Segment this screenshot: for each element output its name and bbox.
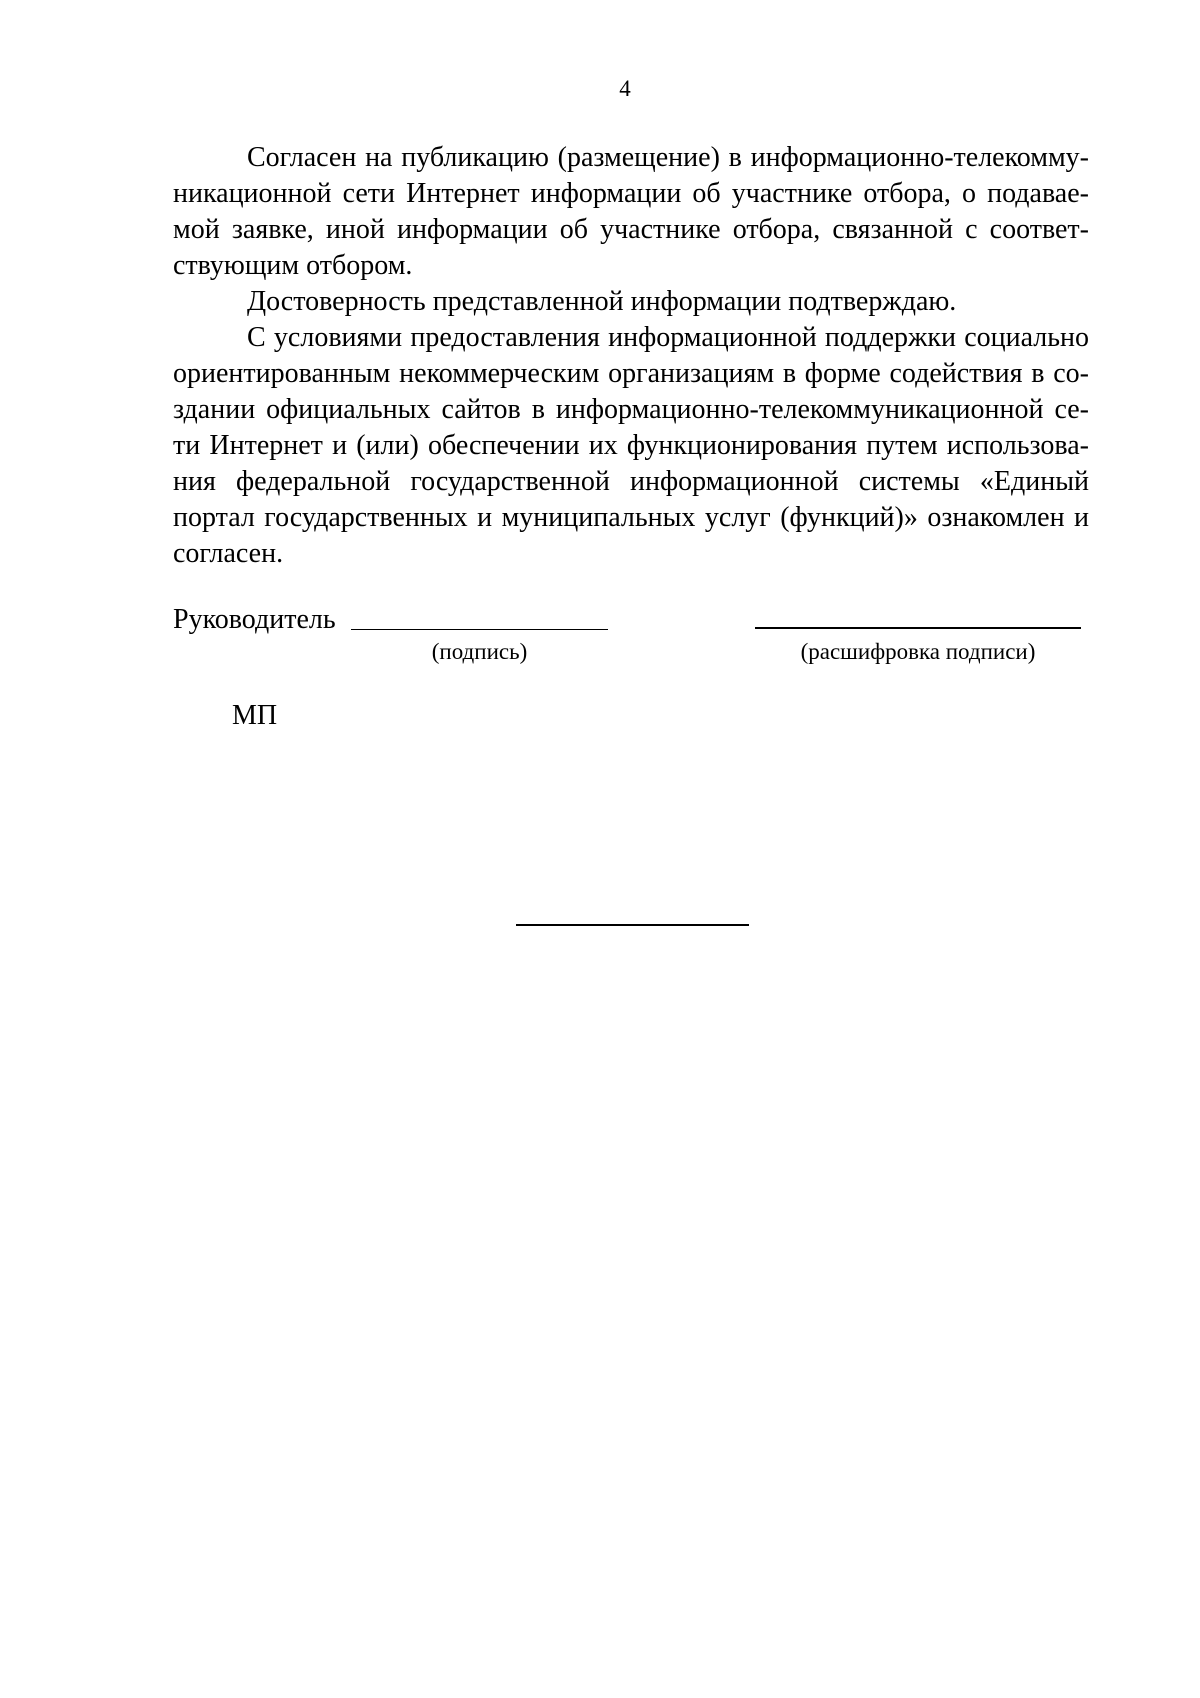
- head-signature-label: Руководитель: [173, 604, 336, 635]
- signature-decoding-line: [755, 627, 1081, 629]
- accuracy-confirmation-paragraph: [173, 284, 1089, 320]
- document-end-divider: [516, 924, 749, 926]
- signature-caption: (подпись): [431, 639, 528, 664]
- consent-publication-paragraph: [173, 140, 1089, 284]
- text-line: Достоверность представленной информации подтверждаю.: [247, 286, 957, 317]
- document-body: [173, 140, 1089, 572]
- text-line: Согласен на публикацию (размещение) в информационно-телекомму-: [247, 142, 1089, 173]
- text-line: ти Интернет и (или) обеспечении их функционирования путем использова-: [173, 430, 1089, 461]
- text-line: согласен.: [173, 538, 284, 569]
- text-line: ствующим отбором.: [173, 250, 413, 281]
- text-line: портал государственных и муниципальных услуг (функций)» ознакомлен и: [173, 502, 1089, 533]
- terms-agreement-paragraph: [173, 320, 1089, 572]
- text-line: мой заявке, иной информации об участнике отбора, связанной с соответ-: [173, 214, 1089, 245]
- text-line: С условиями предоставления информационной поддержки социально: [247, 322, 1089, 353]
- seal-place-label: МП: [232, 700, 278, 731]
- signature-line: [351, 629, 608, 630]
- signature-decoding-caption: (расшифровка подписи): [800, 639, 1036, 664]
- text-line: здании официальных сайтов в информационно-телекоммуникационной се-: [173, 394, 1089, 425]
- text-line: ния федеральной государственной информационной системы «Единый: [173, 466, 1089, 497]
- page-number: 4: [619, 76, 631, 101]
- text-line: ориентированным некоммерческим организациям в форме содействия в со-: [173, 358, 1089, 389]
- text-line: никационной сети Интернет информации об участнике отбора, о подавае-: [173, 178, 1089, 209]
